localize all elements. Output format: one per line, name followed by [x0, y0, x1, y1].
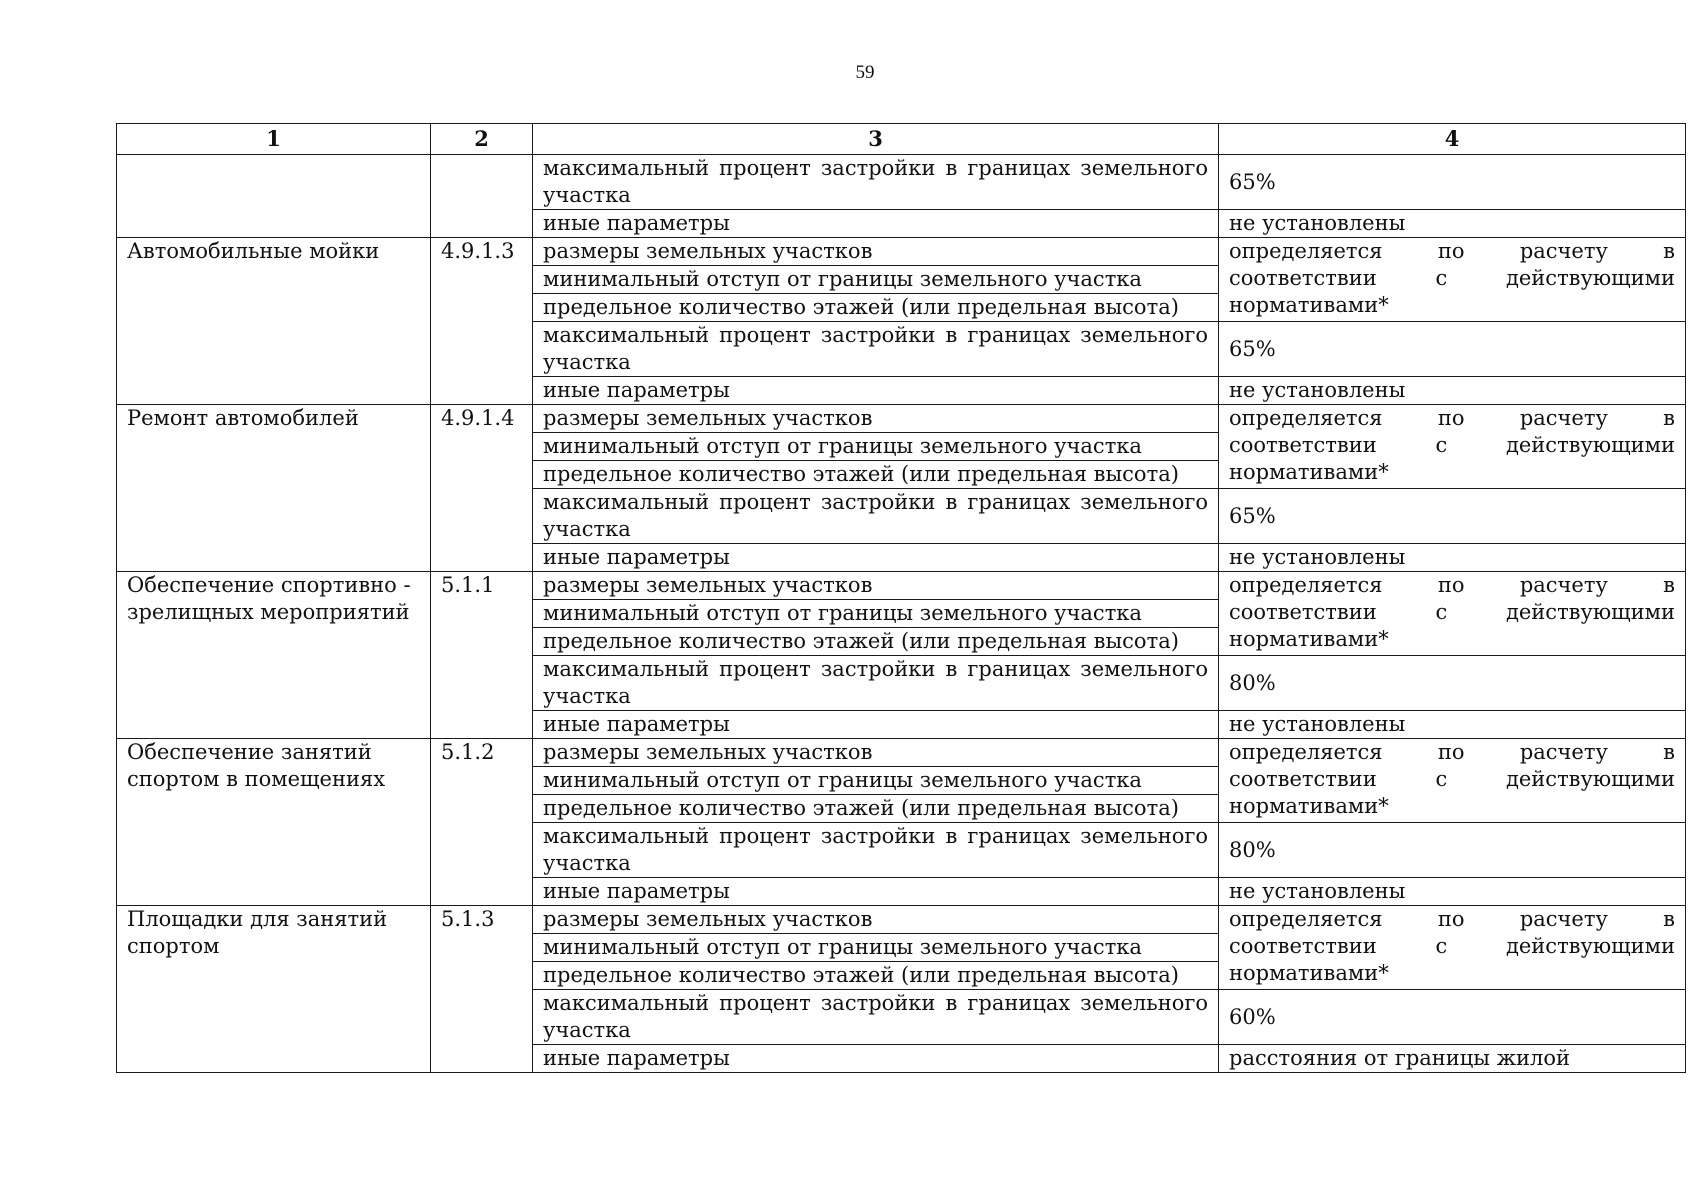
value-cell: 60% [1219, 990, 1686, 1045]
column-header: 2 [431, 124, 533, 155]
param-cell: размеры земельных участков [533, 906, 1219, 934]
value-line: соответствии с действующими [1229, 266, 1675, 290]
param-cell: иные параметры [533, 377, 1219, 405]
param-cell: минимальный отступ от границы земельного участка [533, 934, 1219, 962]
param-cell: предельное количество этажей (или предельная высота) [533, 628, 1219, 656]
value-line: определяется по расчету в [1229, 239, 1675, 263]
use-name-cell: Ремонт автомобилей [117, 405, 431, 572]
param-cell: минимальный отступ от границы земельного участка [533, 433, 1219, 461]
value-line: определяется по расчету в [1229, 406, 1675, 430]
param-cell: иные параметры [533, 711, 1219, 739]
param-cell: максимальный процент застройки в границах земельного участка [533, 656, 1219, 711]
use-code-cell: 5.1.2 [431, 739, 533, 906]
use-name-cell: Обеспечение занятий спортом в помещениях [117, 739, 431, 906]
value-line: определяется по расчету в [1229, 740, 1675, 764]
param-cell: иные параметры [533, 544, 1219, 572]
value-cell: 65% [1219, 155, 1686, 210]
use-code-cell: 5.1.3 [431, 906, 533, 1073]
value-line: нормативами* [1229, 794, 1389, 818]
value-line: соответствии с действующими [1229, 767, 1675, 791]
param-cell: максимальный процент застройки в границах земельного участка [533, 823, 1219, 878]
param-cell: минимальный отступ от границы земельного участка [533, 600, 1219, 628]
value-cell: 65% [1219, 489, 1686, 544]
column-header: 1 [117, 124, 431, 155]
param-cell: минимальный отступ от границы земельного участка [533, 767, 1219, 795]
value-line: соответствии с действующими [1229, 600, 1675, 624]
param-cell: максимальный процент застройки в границах земельного участка [533, 155, 1219, 210]
use-name-cell: Обеспечение спортивно - зрелищных мероприятий [117, 572, 431, 739]
value-cell: не установлены [1219, 377, 1686, 405]
value-cell [1219, 739, 1686, 823]
use-code-cell: 4.9.1.3 [431, 238, 533, 405]
column-header: 4 [1219, 124, 1686, 155]
value-line: определяется по расчету в [1229, 573, 1675, 597]
param-cell: предельное количество этажей (или предельная высота) [533, 461, 1219, 489]
param-cell: размеры земельных участков [533, 238, 1219, 266]
value-line: определяется по расчету в [1229, 907, 1675, 931]
value-line: нормативами* [1229, 293, 1389, 317]
use-code-cell: 5.1.1 [431, 572, 533, 739]
table-row [117, 572, 1686, 600]
table-row [117, 906, 1686, 934]
table-row [117, 155, 1686, 210]
table-row [117, 238, 1686, 266]
value-line: нормативами* [1229, 627, 1389, 651]
param-cell: предельное количество этажей (или предельная высота) [533, 795, 1219, 823]
use-name-cell [117, 155, 431, 238]
value-cell [1219, 238, 1686, 322]
value-cell: не установлены [1219, 210, 1686, 238]
value-line: нормативами* [1229, 961, 1389, 985]
param-cell: максимальный процент застройки в границах земельного участка [533, 322, 1219, 377]
value-line: соответствии с действующими [1229, 433, 1675, 457]
param-cell: максимальный процент застройки в границах земельного участка [533, 489, 1219, 544]
use-name-cell: Площадки для занятий спортом [117, 906, 431, 1073]
value-cell: 80% [1219, 823, 1686, 878]
param-cell: предельное количество этажей (или предельная высота) [533, 962, 1219, 990]
param-cell: предельное количество этажей (или предельная высота) [533, 294, 1219, 322]
param-cell: иные параметры [533, 210, 1219, 238]
value-line: соответствии с действующими [1229, 934, 1675, 958]
page-number: 59 [855, 62, 875, 83]
param-cell: иные параметры [533, 878, 1219, 906]
value-cell [1219, 906, 1686, 990]
use-code-cell [431, 155, 533, 238]
column-header: 3 [533, 124, 1219, 155]
param-cell: минимальный отступ от границы земельного участка [533, 266, 1219, 294]
value-cell: не установлены [1219, 544, 1686, 572]
value-cell: не установлены [1219, 711, 1686, 739]
value-cell: расстояния от границы жилой [1219, 1045, 1686, 1073]
header-row [117, 124, 1686, 155]
value-cell: 80% [1219, 656, 1686, 711]
use-code-cell: 4.9.1.4 [431, 405, 533, 572]
value-cell: 65% [1219, 322, 1686, 377]
value-cell [1219, 572, 1686, 656]
value-cell: не установлены [1219, 878, 1686, 906]
table-row [117, 739, 1686, 767]
value-line: нормативами* [1229, 460, 1389, 484]
param-cell: размеры земельных участков [533, 405, 1219, 433]
regulations-table [116, 123, 1686, 1073]
param-cell: максимальный процент застройки в границах земельного участка [533, 990, 1219, 1045]
value-cell [1219, 405, 1686, 489]
param-cell: размеры земельных участков [533, 572, 1219, 600]
param-cell: размеры земельных участков [533, 739, 1219, 767]
use-name-cell: Автомобильные мойки [117, 238, 431, 405]
param-cell: иные параметры [533, 1045, 1219, 1073]
table-row [117, 405, 1686, 433]
